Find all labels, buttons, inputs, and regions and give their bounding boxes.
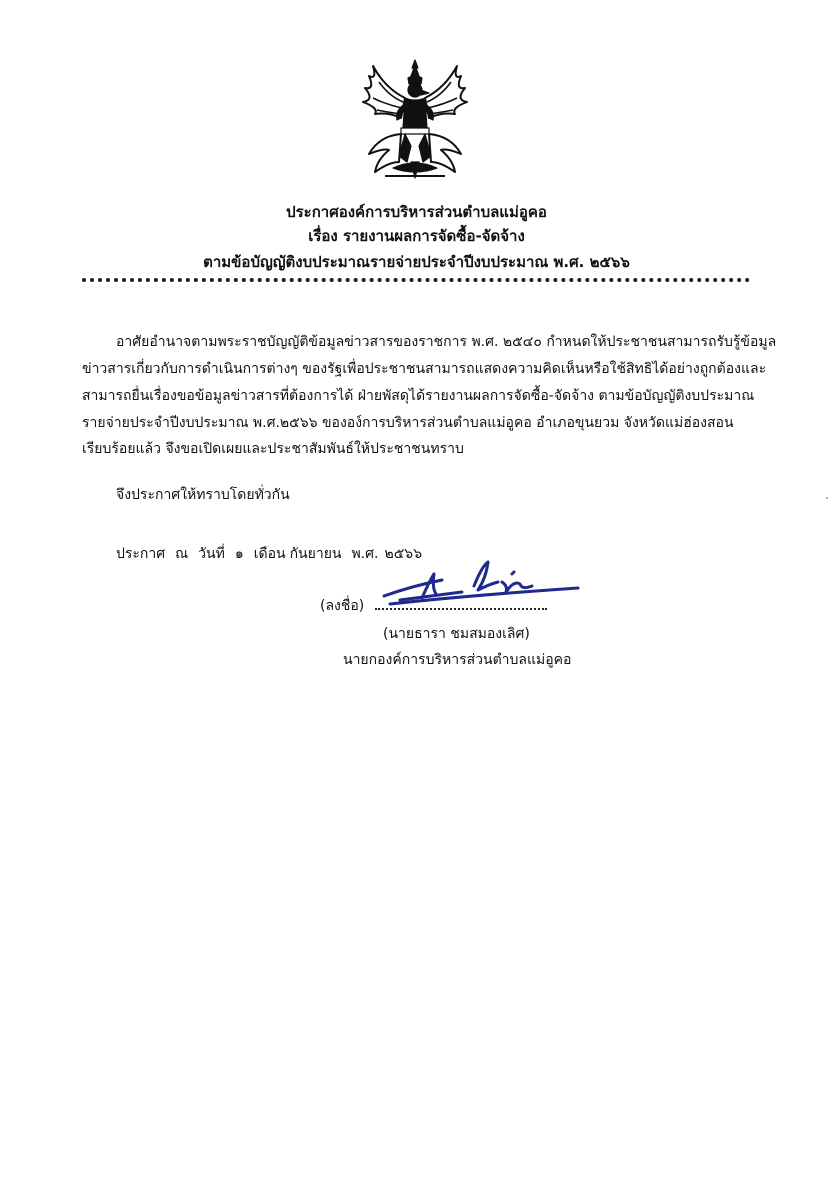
date-month: กันยายน: [289, 546, 342, 562]
date-at: ณ: [175, 546, 189, 562]
dotted-divider: [82, 278, 750, 282]
body-line-1: อาศัยอำนาจตามพระราชบัญญัติข้อมูลข่าวสารของราชการ พ.ศ. ๒๕๔๐ กำหนดให้ประชาชนสามารถรับรู้ข้อมูล: [116, 334, 777, 350]
date-era: พ.ศ.: [351, 546, 379, 562]
handwritten-signature: [382, 556, 582, 614]
body-line-3: สามารถยื่นเรื่องขอข้อมูลข่าวสารที่ต้องการได้ ฝ่ายพัสดุได้รายงานผลการจัดซื้อ-จัดจ้าง ตามข้อบัญญัติงบประมาณ: [82, 388, 755, 404]
announcement-subject: เรื่อง รายงานผลการจัดซื้อ-จัดจ้าง: [308, 227, 525, 245]
date-day: ๑: [234, 546, 244, 562]
body-line-5: เรียบร้อยแล้ว จึงขอเปิดเผยและประชาสัมพันธ์ให้ประชาชนทราบ: [82, 441, 464, 457]
date-month-label: เดือน: [253, 546, 286, 562]
date-year: ๒๕๖๖: [384, 546, 423, 562]
announcement-title: ประกาศองค์การบริหารส่วนตำบลแม่อูคอ: [286, 203, 547, 221]
closing-statement: จึงประกาศให้ทราบโดยทั่วกัน: [116, 487, 290, 503]
signer-title: นายกองค์การบริหารส่วนตำบลแม่อูคอ: [343, 652, 572, 668]
garuda-emblem-icon: [355, 58, 475, 183]
date-day-label: วันที่: [198, 546, 225, 562]
announcement-budget-reference: ตามข้อบัญญัติงบประมาณรายจ่ายประจำปีงบประมาณ พ.ศ. ๒๕๖๖: [203, 253, 630, 271]
date-prefix: ประกาศ: [116, 546, 166, 562]
signature-line: [375, 608, 547, 610]
scan-speck: [826, 497, 828, 499]
signer-name: (นายธารา ชมสมองเลิศ): [383, 626, 530, 642]
body-line-2: ข่าวสารเกี่ยวกับการดำเนินการต่างๆ ของรัฐเพื่อประชาชนสามารถแสดงความคิดเห็นหรือใช้สิทธิได้อย่างถูกต้องและ: [82, 361, 767, 377]
signature-label: (ลงชื่อ): [320, 598, 365, 614]
body-line-4: รายจ่ายประจำปีงบประมาณ พ.ศ.๒๕๖๖ ขององ์การบริหารส่วนตำบลแม่อูคอ อำเภอขุนยวม จังหวัดแม่ฮ่องสอน: [82, 415, 734, 431]
